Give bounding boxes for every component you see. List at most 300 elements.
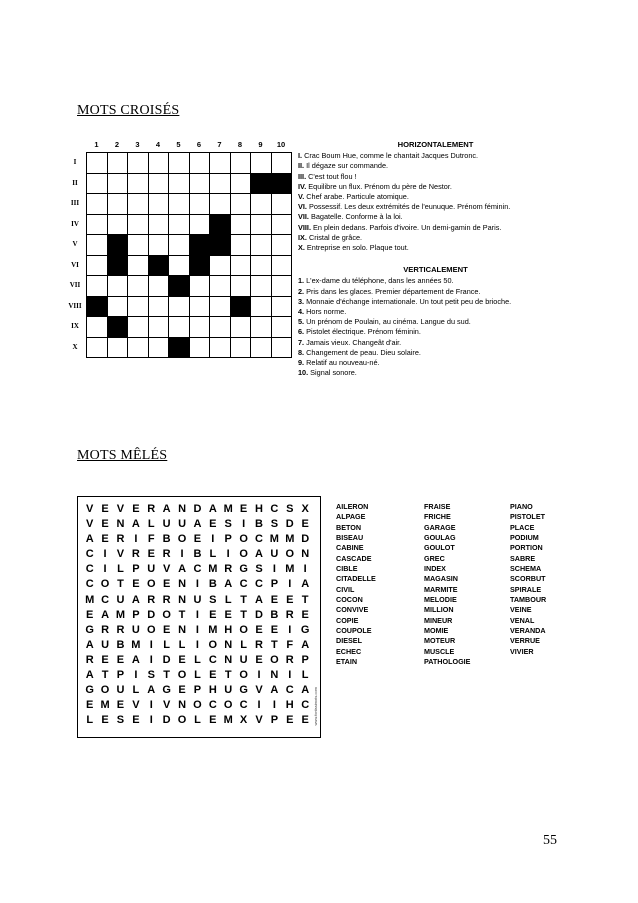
wordsearch-letter[interactable]: O	[177, 714, 187, 727]
crossword-cell[interactable]	[149, 297, 170, 318]
wordsearch-letter[interactable]: P	[224, 533, 232, 546]
wordsearch-letter[interactable]: L	[224, 593, 232, 606]
crossword-cell[interactable]	[149, 153, 170, 174]
wordsearch-letter[interactable]: R	[147, 593, 156, 606]
wordsearch-letter[interactable]: I	[272, 563, 276, 576]
crossword-cell[interactable]	[128, 297, 149, 318]
wordsearch-letter[interactable]: O	[162, 608, 171, 621]
crossword-cell[interactable]	[128, 215, 149, 236]
wordsearch-letter[interactable]: E	[101, 653, 109, 666]
crossword-cell[interactable]	[190, 276, 211, 297]
wordsearch-letter[interactable]: P	[193, 684, 202, 697]
wordsearch-letter[interactable]: R	[255, 638, 263, 651]
crossword-cell[interactable]	[190, 153, 211, 174]
crossword-cell[interactable]	[190, 194, 211, 215]
wordsearch-letter[interactable]: M	[208, 563, 218, 576]
wordsearch-letter[interactable]: T	[101, 669, 109, 682]
wordsearch-letter[interactable]: C	[85, 563, 94, 576]
crossword-cell[interactable]	[272, 338, 293, 359]
wordsearch-letter[interactable]: M	[85, 593, 95, 606]
wordsearch-letter[interactable]: P	[301, 653, 309, 666]
crossword-cell[interactable]	[251, 276, 272, 297]
wordsearch-letter[interactable]: C	[255, 578, 263, 591]
crossword-cell[interactable]	[251, 317, 272, 338]
wordsearch-letter[interactable]: E	[224, 608, 232, 621]
wordsearch-letter[interactable]: V	[86, 518, 94, 531]
wordsearch-letter[interactable]: U	[178, 518, 187, 531]
wordsearch-letter[interactable]: E	[209, 608, 217, 621]
wordsearch-letter[interactable]: A	[85, 669, 94, 682]
wordsearch-letter[interactable]: E	[178, 684, 186, 697]
wordsearch-letter[interactable]: A	[131, 593, 140, 606]
wordsearch-letter[interactable]: E	[101, 503, 109, 515]
wordsearch-letter[interactable]: H	[255, 503, 263, 515]
wordsearch-letter[interactable]: B	[162, 533, 171, 546]
wordsearch-letter[interactable]: U	[224, 684, 233, 697]
wordsearch-letter[interactable]: I	[180, 548, 184, 561]
wordsearch-letter[interactable]: C	[239, 699, 248, 712]
wordsearch-letter[interactable]: H	[208, 684, 217, 697]
wordsearch-letter[interactable]: T	[163, 669, 171, 682]
wordsearch-letter[interactable]: V	[255, 684, 263, 697]
crossword-cell[interactable]	[128, 276, 149, 297]
crossword-cell[interactable]	[87, 153, 108, 174]
wordsearch-letter[interactable]: N	[270, 669, 279, 682]
wordsearch-letter[interactable]: N	[116, 518, 125, 531]
wordsearch-letter[interactable]: D	[285, 518, 294, 531]
crossword-cell[interactable]	[149, 194, 170, 215]
wordsearch-letter[interactable]: O	[285, 548, 295, 561]
wordsearch-letter[interactable]: T	[117, 578, 124, 591]
wordsearch-letter[interactable]: U	[101, 638, 110, 651]
crossword-cell[interactable]	[231, 235, 252, 256]
crossword-cell[interactable]	[128, 174, 149, 195]
wordsearch-letter[interactable]: M	[208, 623, 218, 636]
wordsearch-letter[interactable]: M	[100, 699, 110, 712]
wordsearch-letter[interactable]: E	[209, 714, 217, 727]
wordsearch-letter[interactable]: P	[132, 608, 140, 621]
wordsearch-letter[interactable]: A	[147, 684, 156, 697]
wordsearch-letter[interactable]: C	[85, 578, 94, 591]
wordsearch-letter[interactable]: U	[116, 593, 125, 606]
crossword-cell[interactable]	[210, 317, 231, 338]
wordsearch-letter[interactable]: N	[178, 593, 187, 606]
wordsearch-letter[interactable]: N	[178, 578, 187, 591]
wordsearch-letter[interactable]: T	[240, 608, 247, 621]
wordsearch-letter[interactable]: I	[195, 638, 199, 651]
wordsearch-letter[interactable]: M	[223, 714, 233, 727]
wordsearch-letter[interactable]: A	[255, 593, 263, 606]
wordsearch-letter[interactable]: I	[288, 578, 292, 591]
wordsearch-letter[interactable]: G	[162, 684, 171, 697]
wordsearch-letter[interactable]: I	[149, 638, 153, 651]
wordsearch-letter[interactable]: A	[208, 503, 217, 515]
wordsearch-letter[interactable]: R	[147, 503, 156, 515]
wordsearch-letter[interactable]: B	[255, 518, 263, 531]
wordsearch-letter[interactable]: O	[239, 548, 248, 561]
wordsearch-letter[interactable]: O	[270, 653, 279, 666]
wordsearch-letter[interactable]: E	[239, 503, 248, 515]
crossword-cell[interactable]	[108, 215, 129, 236]
wordsearch-letter[interactable]: I	[288, 669, 292, 682]
crossword-cell[interactable]	[231, 194, 252, 215]
crossword-cell[interactable]	[210, 276, 231, 297]
wordsearch-letter[interactable]: T	[301, 593, 309, 606]
crossword-cell[interactable]	[210, 297, 231, 318]
wordsearch-letter[interactable]: D	[193, 503, 202, 515]
wordsearch-letter[interactable]: S	[286, 503, 294, 515]
crossword-cell[interactable]	[231, 338, 252, 359]
crossword-cell[interactable]	[149, 235, 170, 256]
wordsearch-letter[interactable]: X	[239, 714, 248, 727]
wordsearch-letter[interactable]: M	[115, 608, 126, 621]
crossword-cell[interactable]	[128, 338, 149, 359]
crossword-cell[interactable]	[251, 256, 272, 277]
crossword-cell[interactable]	[231, 256, 252, 277]
crossword-cell[interactable]	[149, 276, 170, 297]
wordsearch-letter[interactable]: G	[239, 684, 248, 697]
wordsearch-letter[interactable]: U	[162, 518, 171, 531]
crossword-cell[interactable]	[251, 153, 272, 174]
wordsearch-letter[interactable]: D	[162, 653, 171, 666]
wordsearch-letter[interactable]: N	[178, 623, 187, 636]
wordsearch-letter[interactable]: U	[131, 623, 140, 636]
crossword-cell[interactable]	[108, 174, 129, 195]
wordsearch-letter[interactable]: B	[193, 548, 202, 561]
wordsearch-letter[interactable]: C	[239, 578, 248, 591]
crossword-cell[interactable]	[108, 297, 129, 318]
wordsearch-letter[interactable]: L	[132, 684, 140, 697]
wordsearch-letter[interactable]: E	[116, 699, 125, 712]
wordsearch-letter[interactable]: G	[85, 623, 94, 636]
crossword-cell[interactable]	[272, 297, 293, 318]
crossword-cell[interactable]	[251, 338, 272, 359]
wordsearch-letter[interactable]: I	[195, 608, 199, 621]
wordsearch-letter[interactable]: E	[86, 699, 94, 712]
wordsearch-letter[interactable]: T	[178, 608, 186, 621]
wordsearch-letter[interactable]: E	[255, 623, 263, 636]
wordsearch-letter[interactable]: D	[255, 608, 263, 621]
crossword-cell[interactable]	[210, 338, 231, 359]
wordsearch-letter[interactable]: V	[255, 714, 263, 727]
wordsearch-letter[interactable]: S	[224, 518, 232, 531]
wordsearch-letter[interactable]: C	[255, 533, 263, 546]
crossword-cell[interactable]	[108, 153, 129, 174]
wordsearch-letter[interactable]: I	[149, 714, 153, 727]
crossword-cell[interactable]	[272, 276, 293, 297]
wordsearch-letter[interactable]: E	[101, 533, 109, 546]
crossword-cell[interactable]	[87, 235, 108, 256]
wordsearch-letter[interactable]: R	[116, 533, 125, 546]
wordsearch-letter[interactable]: L	[163, 638, 171, 651]
crossword-cell[interactable]	[169, 174, 190, 195]
wordsearch-letter[interactable]: I	[134, 669, 138, 682]
crossword-cell[interactable]	[251, 297, 272, 318]
crossword-cell[interactable]	[210, 153, 231, 174]
crossword-cell[interactable]	[128, 317, 149, 338]
wordsearch-letter[interactable]: C	[208, 653, 217, 666]
wordsearch-letter[interactable]: G	[85, 684, 94, 697]
wordsearch-letter[interactable]: L	[301, 669, 309, 682]
wordsearch-letter[interactable]: I	[195, 623, 199, 636]
wordsearch-letter[interactable]: R	[162, 593, 171, 606]
wordsearch-letter[interactable]: I	[242, 518, 246, 531]
crossword-cell[interactable]	[87, 256, 108, 277]
wordsearch-letter[interactable]: E	[270, 623, 279, 636]
crossword-cell[interactable]	[128, 194, 149, 215]
crossword-cell[interactable]	[231, 276, 252, 297]
wordsearch-letter[interactable]: C	[301, 699, 310, 712]
wordsearch-letter[interactable]: A	[162, 503, 171, 515]
wordsearch-letter[interactable]: O	[193, 699, 202, 712]
wordsearch-letter[interactable]: E	[209, 518, 217, 531]
wordsearch-letter[interactable]: N	[178, 503, 187, 515]
wordsearch-letter[interactable]: S	[209, 593, 217, 606]
crossword-cell[interactable]	[87, 194, 108, 215]
crossword-cell[interactable]	[251, 235, 272, 256]
wordsearch-letter[interactable]: P	[116, 669, 125, 682]
wordsearch-letter[interactable]: I	[134, 533, 138, 546]
wordsearch-letter[interactable]: E	[301, 518, 309, 531]
wordsearch-letter[interactable]: I	[195, 578, 199, 591]
wordsearch-letter[interactable]: A	[85, 638, 94, 651]
wordsearch-letter[interactable]: V	[162, 563, 171, 576]
wordsearch-letter[interactable]: I	[226, 548, 230, 561]
wordsearch-letter[interactable]: E	[132, 578, 140, 591]
crossword-cell[interactable]	[169, 215, 190, 236]
wordsearch-letter[interactable]: N	[224, 638, 233, 651]
wordsearch-letter[interactable]: E	[286, 593, 294, 606]
wordsearch-letter[interactable]: D	[301, 533, 310, 546]
wordsearch-letter[interactable]: I	[103, 563, 107, 576]
wordsearch-letter[interactable]: L	[240, 638, 247, 651]
wordsearch-letter[interactable]: O	[146, 578, 156, 591]
wordsearch-letter[interactable]: M	[223, 503, 233, 515]
wordsearch-letter[interactable]: X	[301, 503, 309, 515]
wordsearch-letter[interactable]: N	[224, 653, 233, 666]
wordsearch-letter[interactable]: O	[177, 533, 187, 546]
crossword-cell[interactable]	[272, 235, 293, 256]
wordsearch-letter[interactable]: V	[116, 503, 125, 515]
crossword-cell[interactable]	[272, 317, 293, 338]
crossword-cell[interactable]	[128, 235, 149, 256]
crossword-cell[interactable]	[87, 174, 108, 195]
wordsearch-letter[interactable]: O	[239, 623, 248, 636]
crossword-cell[interactable]	[169, 297, 190, 318]
wordsearch-letter[interactable]: A	[301, 638, 310, 651]
wordsearch-letter[interactable]: I	[257, 699, 261, 712]
wordsearch-letter[interactable]: A	[131, 518, 140, 531]
wordsearch-letter[interactable]: U	[147, 563, 156, 576]
wordsearch-letter[interactable]: P	[270, 714, 279, 727]
crossword-cell[interactable]	[87, 215, 108, 236]
wordsearch-letter[interactable]: A	[193, 518, 202, 531]
wordsearch-letter[interactable]: E	[132, 503, 140, 515]
wordsearch-letter[interactable]: R	[101, 623, 110, 636]
wordsearch-letter[interactable]: L	[117, 563, 124, 576]
wordsearch-letter[interactable]: R	[162, 548, 171, 561]
wordsearch-letter[interactable]: A	[131, 653, 140, 666]
wordsearch-letter[interactable]: P	[270, 578, 279, 591]
wordsearch-letter[interactable]: O	[208, 638, 218, 651]
wordsearch-letter[interactable]: C	[208, 699, 217, 712]
wordsearch-letter[interactable]: C	[85, 548, 94, 561]
crossword-cell[interactable]	[108, 338, 129, 359]
wordsearch-letter[interactable]: U	[239, 653, 248, 666]
wordsearch-letter[interactable]: O	[100, 578, 110, 591]
wordsearch-letter[interactable]: L	[178, 638, 186, 651]
wordsearch-letter[interactable]: E	[162, 578, 171, 591]
wordsearch-letter[interactable]: A	[224, 578, 233, 591]
wordsearch-letter[interactable]: F	[147, 533, 155, 546]
wordsearch-letter[interactable]: B	[116, 638, 125, 651]
crossword-cell[interactable]	[272, 215, 293, 236]
wordsearch-letter[interactable]: M	[131, 638, 141, 651]
wordsearch-letter[interactable]: C	[193, 563, 202, 576]
wordsearch-letter[interactable]: O	[223, 699, 233, 712]
crossword-cell[interactable]	[190, 338, 211, 359]
wordsearch-letter[interactable]: U	[116, 684, 125, 697]
wordsearch-letter[interactable]: D	[162, 714, 171, 727]
wordsearch-letter[interactable]: E	[209, 669, 217, 682]
crossword-cell[interactable]	[87, 317, 108, 338]
crossword-cell[interactable]	[108, 194, 129, 215]
wordsearch-letter[interactable]: E	[132, 714, 140, 727]
wordsearch-letter[interactable]: R	[85, 653, 94, 666]
wordsearch-letter[interactable]: U	[270, 548, 279, 561]
crossword-cell[interactable]	[149, 317, 170, 338]
wordsearch-letter[interactable]: D	[147, 608, 156, 621]
wordsearch-letter[interactable]: A	[255, 548, 263, 561]
crossword-cell[interactable]	[272, 153, 293, 174]
wordsearch-letter[interactable]: F	[286, 638, 294, 651]
crossword-cell[interactable]	[272, 194, 293, 215]
wordsearch-letter[interactable]: R	[285, 608, 294, 621]
crossword-cell[interactable]	[169, 317, 190, 338]
wordsearch-letter[interactable]: E	[147, 548, 155, 561]
wordsearch-letter[interactable]: C	[285, 684, 294, 697]
wordsearch-letter[interactable]: N	[301, 548, 310, 561]
wordsearch-letter[interactable]: E	[101, 714, 109, 727]
crossword-cell[interactable]	[231, 215, 252, 236]
crossword-cell[interactable]	[210, 256, 231, 277]
wordsearch-letter[interactable]: A	[301, 578, 310, 591]
wordsearch-letter[interactable]: R	[131, 548, 140, 561]
wordsearch-letter[interactable]: I	[288, 623, 292, 636]
crossword-cell[interactable]	[149, 215, 170, 236]
wordsearch-letter[interactable]: S	[270, 518, 279, 531]
wordsearch-letter[interactable]: I	[211, 533, 215, 546]
crossword-cell[interactable]	[87, 276, 108, 297]
wordsearch-letter[interactable]: O	[177, 669, 187, 682]
wordsearch-letter[interactable]: B	[208, 578, 217, 591]
wordsearch-letter[interactable]: E	[193, 533, 202, 546]
wordsearch-letter[interactable]: L	[209, 548, 217, 561]
wordsearch-letter[interactable]: I	[149, 653, 153, 666]
crossword-cell[interactable]	[210, 194, 231, 215]
wordsearch-letter[interactable]: I	[303, 563, 307, 576]
wordsearch-letter[interactable]: N	[178, 699, 187, 712]
crossword-cell[interactable]	[169, 194, 190, 215]
crossword-cell[interactable]	[190, 215, 211, 236]
crossword-cell[interactable]	[169, 256, 190, 277]
crossword-cell[interactable]	[149, 338, 170, 359]
wordsearch-letter[interactable]: A	[270, 684, 279, 697]
wordsearch-letter[interactable]: R	[116, 623, 125, 636]
wordsearch-letter[interactable]: S	[147, 669, 155, 682]
wordsearch-letter[interactable]: O	[146, 623, 156, 636]
wordsearch-letter[interactable]: H	[285, 699, 294, 712]
wordsearch-letter[interactable]: E	[301, 608, 309, 621]
wordsearch-letter[interactable]: B	[270, 608, 279, 621]
wordsearch-letter[interactable]: C	[101, 593, 110, 606]
wordsearch-letter[interactable]: G	[239, 563, 248, 576]
wordsearch-letter[interactable]: E	[116, 653, 125, 666]
wordsearch-letter[interactable]: R	[285, 653, 294, 666]
wordsearch-letter[interactable]: A	[85, 533, 94, 546]
wordsearch-letter[interactable]: E	[255, 653, 263, 666]
wordsearch-letter[interactable]: T	[224, 669, 232, 682]
wordsearch-letter[interactable]: H	[224, 623, 233, 636]
crossword-cell[interactable]	[231, 153, 252, 174]
wordsearch-letter[interactable]: E	[86, 608, 94, 621]
wordsearch-letter[interactable]: S	[255, 563, 263, 576]
wordsearch-letter[interactable]: V	[116, 548, 125, 561]
crossword-cell[interactable]	[108, 276, 129, 297]
crossword-cell[interactable]	[231, 317, 252, 338]
wordsearch-letter[interactable]: V	[132, 699, 140, 712]
crossword-cell[interactable]	[169, 235, 190, 256]
wordsearch-letter[interactable]: E	[101, 518, 109, 531]
wordsearch-letter[interactable]: C	[270, 503, 279, 515]
wordsearch-letter[interactable]: L	[86, 714, 94, 727]
wordsearch-letter[interactable]: L	[194, 653, 201, 666]
crossword-cell[interactable]	[190, 297, 211, 318]
crossword-cell[interactable]	[128, 256, 149, 277]
wordsearch-letter[interactable]: A	[178, 563, 187, 576]
crossword-cell[interactable]	[190, 317, 211, 338]
wordsearch-letter[interactable]: E	[162, 623, 171, 636]
wordsearch-letter[interactable]: I	[149, 699, 153, 712]
wordsearch-letter[interactable]: E	[178, 653, 186, 666]
wordsearch-letter[interactable]: V	[86, 503, 94, 515]
wordsearch-letter[interactable]: M	[269, 533, 279, 546]
wordsearch-letter[interactable]: R	[224, 563, 233, 576]
crossword-cell[interactable]	[128, 153, 149, 174]
crossword-cell[interactable]	[272, 256, 293, 277]
wordsearch-letter[interactable]: O	[100, 684, 110, 697]
wordsearch-letter[interactable]: V	[162, 699, 171, 712]
crossword-cell[interactable]	[251, 215, 272, 236]
wordsearch-letter[interactable]: T	[271, 638, 278, 651]
wordsearch-letter[interactable]: S	[116, 714, 125, 727]
wordsearch-letter[interactable]: I	[272, 699, 276, 712]
wordsearch-letter[interactable]: P	[132, 563, 140, 576]
crossword-cell[interactable]	[251, 194, 272, 215]
crossword-cell[interactable]	[149, 174, 170, 195]
wordsearch-letter[interactable]: L	[147, 518, 155, 531]
wordsearch-letter[interactable]: A	[301, 684, 310, 697]
crossword-cell[interactable]	[190, 174, 211, 195]
crossword-cell[interactable]	[87, 338, 108, 359]
crossword-cell[interactable]	[169, 153, 190, 174]
wordsearch-letter[interactable]: M	[285, 533, 295, 546]
wordsearch-letter[interactable]: U	[193, 593, 202, 606]
wordsearch-letter[interactable]: E	[286, 714, 294, 727]
wordsearch-letter[interactable]: O	[239, 669, 248, 682]
crossword-cell[interactable]	[210, 174, 231, 195]
wordsearch-letter[interactable]: A	[101, 608, 110, 621]
